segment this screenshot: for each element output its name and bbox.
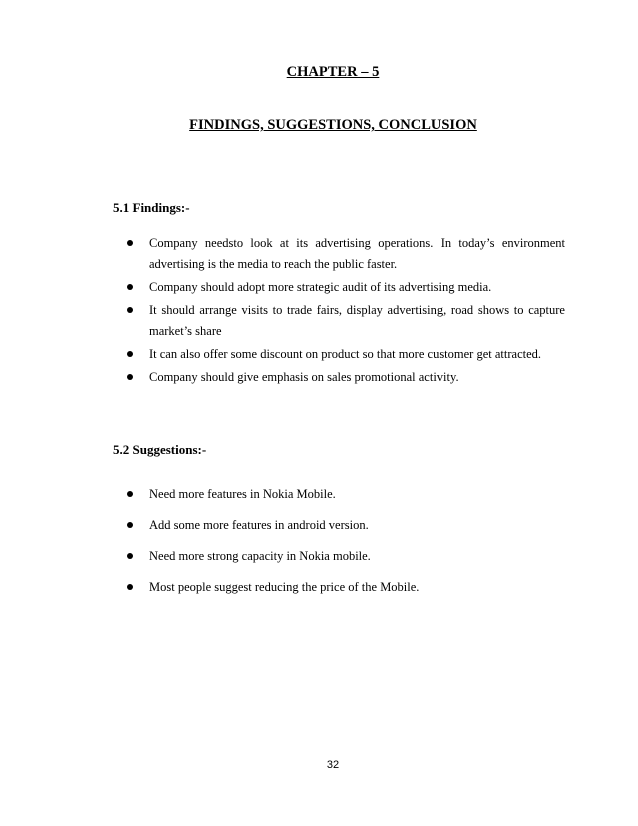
suggestions-item xyxy=(113,515,565,535)
suggestions-item xyxy=(113,546,565,566)
bullet-icon xyxy=(127,491,133,497)
findings-item xyxy=(113,344,565,365)
suggestions-item xyxy=(113,484,565,504)
chapter-subtitle: FINDINGS, SUGGESTIONS, CONCLUSION xyxy=(189,117,477,133)
bullet-icon xyxy=(127,374,133,380)
suggestions-item-text: Need more features in Nokia Mobile. xyxy=(149,487,336,501)
bullet-icon xyxy=(127,284,133,290)
findings-item-text: Company should give emphasis on sales promotional activity. xyxy=(149,370,459,384)
suggestions-heading: 5.2 Suggestions:- xyxy=(113,442,207,457)
chapter-title: CHAPTER – 5 xyxy=(286,64,380,80)
bullet-icon xyxy=(127,553,133,559)
suggestions-item-text: Add some more features in android version. xyxy=(149,518,369,532)
findings-item xyxy=(113,367,565,388)
page-number: 32 xyxy=(326,759,340,771)
suggestions-item-text: Need more strong capacity in Nokia mobile. xyxy=(149,549,371,563)
bullet-icon xyxy=(127,584,133,590)
bullet-icon xyxy=(127,307,133,313)
bullet-icon xyxy=(127,240,133,246)
findings-item-text: Company needsto look at its advertising operations. In today’s environment advertising is the media to reach the public faster. xyxy=(149,236,565,271)
suggestions-list xyxy=(113,484,565,608)
findings-list xyxy=(113,233,565,390)
findings-item-text: Company should adopt more strategic audit of its advertising media. xyxy=(149,280,492,294)
findings-item xyxy=(113,277,565,298)
findings-item xyxy=(113,233,565,275)
findings-heading: 5.1 Findings:- xyxy=(113,200,190,215)
findings-item-text: It should arrange visits to trade fairs, display advertising, road shows to capture market’s share xyxy=(149,303,565,338)
bullet-icon xyxy=(127,351,133,357)
findings-item-text: It can also offer some discount on product so that more customer get attracted. xyxy=(149,347,542,361)
bullet-icon xyxy=(127,522,133,528)
suggestions-item-text: Most people suggest reducing the price of the Mobile. xyxy=(149,580,420,594)
findings-item xyxy=(113,300,565,342)
suggestions-item xyxy=(113,577,565,597)
